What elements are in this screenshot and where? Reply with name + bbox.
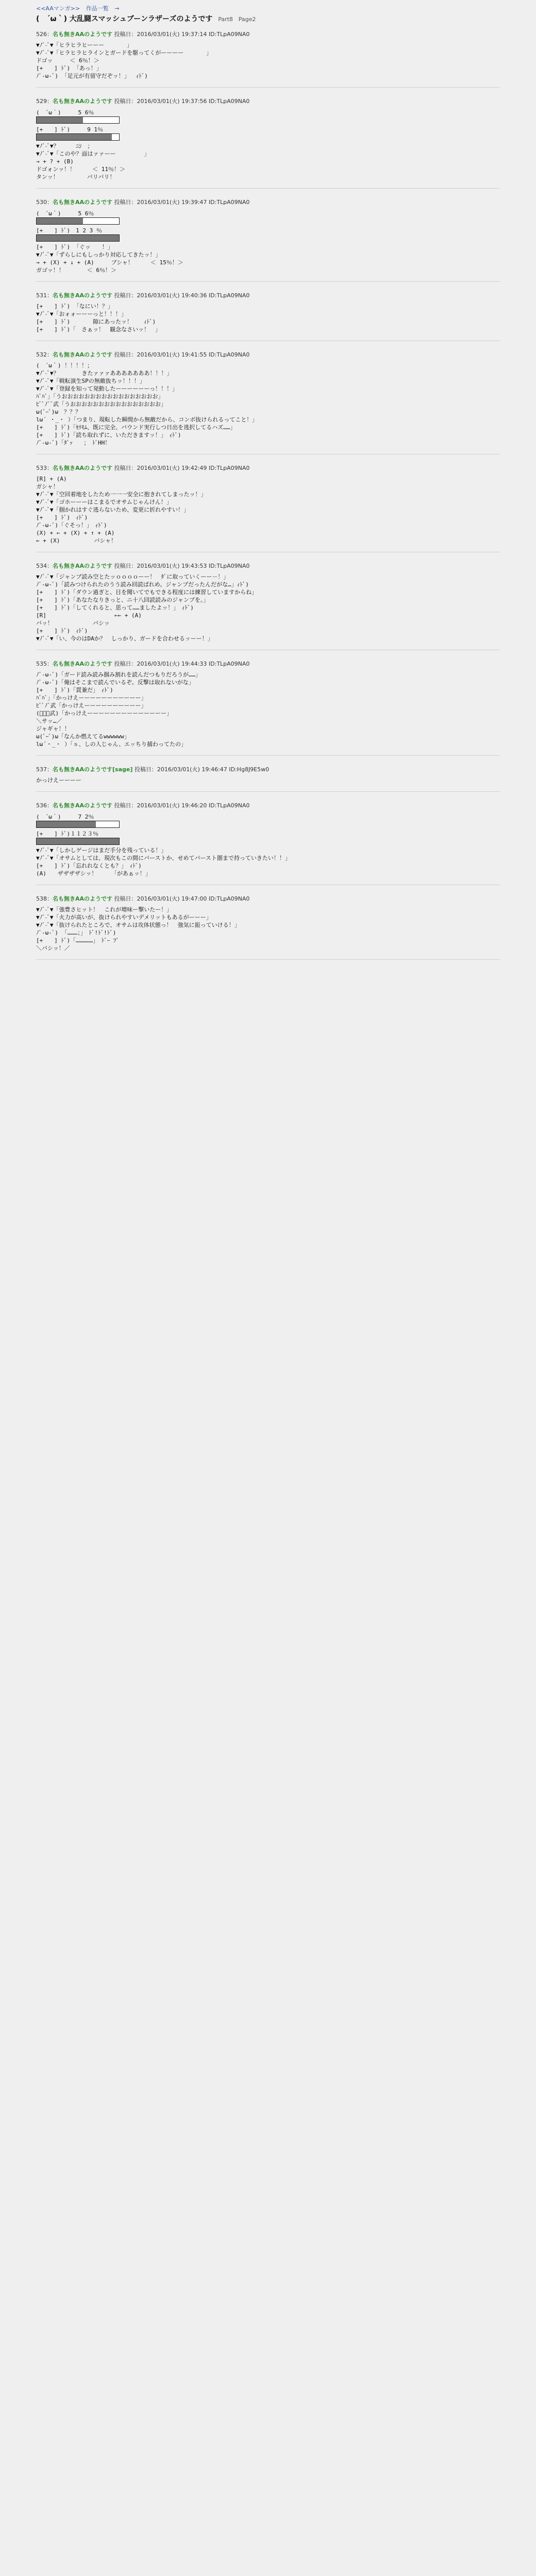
dialogue-line: [+ ] ﾄﾞ) 「ぐッ ！」: [36, 244, 113, 250]
post-divider: [36, 959, 500, 960]
dialogue-line: ( ´ω｀) ！！！！；: [36, 362, 93, 369]
dialogue-line: [+ ] ﾄﾞ) 隙にあったッ！ ｨﾄﾞ): [36, 318, 156, 325]
dialogue-line: ガシャ！: [36, 483, 59, 490]
post-author: 名も無きAAのようです[sage]: [53, 766, 133, 773]
post-date: 投稿日：2016/03/01(火) 19:40:36 ID:TLpA09NA0: [112, 292, 250, 299]
hp-bar-fill: [37, 235, 119, 241]
dialogue-line: [+ ] ﾄﾞ)「あなたなりきっと、ニ十八回読読みのジャンプを。」: [36, 597, 209, 603]
dialogue-line: → + (X) + ↓ + (A) ブシャ！ ＜ 15％！＞: [36, 259, 183, 266]
dialogue-line: [+ ] ﾄﾞ) ｨﾄﾞ): [36, 514, 88, 521]
dialogue-line: ▼ﾉﾞ-ﾞ▼「ゴホーーーはこまるでオサムじゃんけん！」: [36, 499, 172, 505]
dialogue-line: [R] + (A): [36, 476, 67, 482]
dialogue-line: (A) ザザザザシッ！ 「があぁッ！」: [36, 870, 151, 877]
dialogue-line: ＼サッ…／: [36, 718, 62, 724]
post: [36, 97, 500, 189]
dialogue-line: [+ ] ﾄﾞ)「してくれると、思って……ましたよッ！」 ｨﾄﾞ): [36, 604, 194, 611]
hp-gauge: [36, 226, 500, 242]
post-header: [36, 464, 500, 472]
post-divider: [36, 188, 500, 189]
hp-gauge: [36, 209, 500, 225]
post-header: [36, 30, 500, 38]
dialogue-line: [+ ] ﾄﾞ)「貫兼だ」 ｨﾄﾞ): [36, 687, 113, 693]
dialogue-line: ▼ﾉﾞ-ﾞ▼「このや？面はァァーー 」: [36, 150, 150, 157]
dialogue-line: ﾉﾞ-ω-ﾞ) 「足元が有留守だぞッ！」 ｨﾄﾞ): [36, 73, 148, 79]
dialogue-line: タンッ！ バリバリ！: [36, 174, 115, 180]
post-header: [36, 801, 500, 809]
post-date: 投稿日：2016/03/01(火) 19:42:49 ID:TLpA09NA0: [112, 465, 250, 471]
hp-label: [+ ] ﾄﾞ) 1 2 3 ％: [36, 227, 102, 234]
post-number[interactable]: 530：: [36, 199, 53, 206]
post-author: 名も無きAAのようです: [53, 660, 113, 667]
hp-gauge: [36, 125, 500, 141]
dialogue-line: ▼ﾉﾞ-ﾞ▼？ ﾆｼ ；: [36, 143, 93, 149]
dialogue-line: ω(ﾟｰﾟ)ω「なんか燃えてるwwwwww」: [36, 733, 130, 740]
post: [36, 801, 500, 885]
title-text: ( ´ω｀) 大乱闘スマッシュブーンラザーズのようです: [36, 15, 213, 23]
dialogue-line: → + ? + (B): [36, 158, 74, 165]
page-link[interactable]: Page2: [238, 16, 256, 23]
dialogue-line: ω(ﾟｰﾟ)ω ？？？: [36, 409, 81, 415]
dialogue-line: ﾉﾞ-ω-ﾞ) 「………；」 ﾄﾞ!ﾄﾞ!ﾄﾞ): [36, 929, 116, 936]
hp-bar: [36, 116, 120, 124]
post-author: 名も無きAAのようです: [53, 563, 113, 569]
post: [36, 659, 500, 756]
dialogue-line: ガゴッ！！ ＜ 6％！＞: [36, 267, 117, 274]
dialogue-line: ドゴォンッ！！ ＜ 11％！＞: [36, 166, 125, 173]
dialogue-line: ﾋﾞﾟﾉﾞ武「かっけえーーーーーーーーーー」: [36, 702, 147, 709]
dialogue-line: ▼ﾉﾞ-ﾞ▼「おォォーーーっと！！！」: [36, 311, 127, 317]
post: [36, 894, 500, 960]
post-header: [36, 198, 500, 206]
post: [36, 30, 500, 88]
post-header: [36, 97, 500, 105]
dialogue-line: ﾊﾞﾊﾞ」「うおおおおおおおおおおおおおおおおお」: [36, 393, 164, 400]
dialogue-line: ▼ﾉﾞ-ﾞ▼「オサムとしては、現次もこの間にバーストか、せめてバースト圏まで持っていきたい！！」: [36, 855, 291, 861]
hp-gauge: [36, 108, 500, 124]
dialogue-line: [+ ] ﾄﾞ)「忘れれなくとも？」 ｨﾄﾞ): [36, 862, 142, 869]
post-date: 投稿日：2016/03/01(火) 19:44:33 ID:TLpA09NA0: [112, 660, 250, 667]
dialogue-line: [+ ] ﾄﾞ)「読ち取れずに、いただきますッ！」 ｨﾄﾞ): [36, 432, 181, 438]
dialogue-line: [+ ] ﾄﾞ) ｨﾄﾞ): [36, 628, 88, 634]
post-author: 名も無きAAのようです: [53, 292, 113, 299]
hp-bar: [36, 217, 120, 225]
post-number[interactable]: 526：: [36, 31, 53, 38]
post-author: 名も無きAAのようです: [53, 351, 113, 358]
dialogue-line: ▼ﾉﾞ-ﾞ▼「ヒラヒラヒーーー 」: [36, 42, 133, 48]
post-number[interactable]: 536：: [36, 802, 53, 809]
dialogue-line: ﾊﾞﾊﾞ」「かっけえーーーーーーーーーーー」: [36, 694, 147, 701]
post-author: 名も無きAAのようです: [53, 98, 113, 105]
dialogue-line: ▼ﾉﾞ-ﾞ▼？ きたァァァあああああああ！！！」: [36, 370, 173, 377]
hp-label: ( ´ω｀) 5 6％: [36, 210, 94, 217]
post-author: 名も無きAAのようです: [53, 199, 113, 206]
hp-bar-fill: [37, 821, 96, 827]
dialogue-line: ← + (X) バシャ！: [36, 537, 117, 544]
dialogue-line: ドゴッ ＜ 6％！＞: [36, 57, 99, 64]
dialogue-line: ﾉﾞ-ω-ﾞ)「ガード読み読み掴み割れを読んだつもりだろうが……」: [36, 671, 202, 678]
post-number[interactable]: 534：: [36, 563, 53, 569]
dialogue-line: ▼ﾉﾞ-ﾞ▼「火力が高いが、抜けられやすいデメリットもあるがーーー」: [36, 914, 212, 921]
post-date: 投稿日：2016/03/01(火) 19:47:00 ID:TLpA09NA0: [112, 895, 250, 902]
hp-gauge: [36, 829, 500, 845]
dialogue-line: (ﾟｰﾟ武)「かっけえーーーーーーーーーーーーーー」: [36, 710, 173, 717]
hp-bar: [36, 133, 120, 141]
post-header: [36, 765, 500, 773]
dialogue-line: ﾉﾞ-ω-ﾞ)「ぐそっ！」 ｨﾄﾞ): [36, 522, 107, 529]
post-header: [36, 894, 500, 903]
post-date: 投稿日：2016/03/01(火) 19:43:53 ID:TLpA09NA0: [112, 563, 250, 569]
post-divider: [36, 87, 500, 88]
post-date: 投稿日：2016/03/01(火) 19:41:55 ID:TLpA09NA0: [112, 351, 250, 358]
dialogue-line: ▼ﾉﾞ-ﾞ▼「い、今のはDAか？ しっかり、ガードを合わせるッーー！」: [36, 635, 213, 642]
hp-bar-fill: [37, 218, 83, 224]
post-number[interactable]: 529：: [36, 98, 53, 105]
dialogue-line: lω´・_・ ）「ｓ、しの人じゃん、エッちり捕わってたの」: [36, 741, 187, 748]
hp-label: [+ ] ﾄﾞ) 9 1％: [36, 126, 103, 133]
post-divider: [36, 755, 500, 756]
post-date: 投稿日：2016/03/01(火) 19:37:56 ID:TLpA09NA0: [112, 98, 250, 105]
dialogue-line: ﾉﾞ-ω-ﾞ)「読みつけられたのうう読み回読ばれめ。ジャンプだったんだがな…」ｨﾄﾞ): [36, 581, 249, 588]
dialogue-line: [+ ] ﾄﾞ)「……………」 ﾄﾞｰ ﾌﾟ: [36, 937, 119, 944]
crumb-2[interactable]: →: [114, 5, 120, 12]
hp-label: [+ ] ﾄﾞ)１１２３％: [36, 831, 99, 837]
post: [36, 291, 500, 341]
dialogue-line: ▼ﾉﾞ-ﾞ▼「掴かれはすぐ逃らないため、変更に折れやすい！」: [36, 506, 190, 513]
post-number[interactable]: 537：: [36, 766, 53, 773]
post-author: 名も無きAAのようです: [53, 465, 113, 471]
post: [36, 562, 500, 650]
page-title: [36, 13, 256, 24]
post: [36, 464, 500, 552]
hp-bar-fill: [37, 134, 112, 140]
breadcrumb: [36, 4, 123, 12]
post-header: [36, 659, 500, 668]
dialogue-line: ▼ﾉﾞ-ﾞ▼「ジャンプ読み空とたッｏｏｏｏーー！ ﾀﾞに取っていくーー－！」: [36, 573, 229, 580]
dialogue-line: ▼ﾉﾞ-ﾞ▼「強豊さヒット！ これが増味ー撃いたー！」: [36, 906, 173, 913]
post-list: [36, 30, 500, 969]
dialogue-line: ▼ﾉﾞ-ﾞ▼「ずらしにもしっかり対応してきたッ！」: [36, 251, 161, 258]
crumb-0[interactable]: <<AAマンガ>>: [36, 5, 80, 12]
post-number[interactable]: 535：: [36, 660, 53, 667]
dialogue-line: ▼ﾉﾞ-ﾞ▼「ヒラヒラヒラインとガードを駆ってくがーーーー 」: [36, 49, 212, 56]
dialogue-line: [+ ] ﾄﾞ)「 さぁッ！ 観念なさいッ！ 」: [36, 326, 161, 333]
post-number[interactable]: 533：: [36, 465, 53, 471]
hp-label: ( ´ω｀) 5 6％: [36, 109, 94, 116]
post-number[interactable]: 538：: [36, 895, 53, 902]
hp-bar-fill: [37, 117, 83, 123]
dialogue-line: [+ ] ﾄﾞ)「ｾﾘﾓﾑ、既に完全、バウンド実行しつ日出を逃択してるハズ……」: [36, 424, 236, 431]
dialogue-line: (X) + ← + (X) + ↑ + (A): [36, 530, 115, 536]
dialogue-line: [+ ] ﾄﾞ) 「なにい！？」: [36, 303, 113, 310]
dialogue-line: バッ！ バシッ: [36, 620, 110, 626]
post: [36, 350, 500, 454]
hp-bar: [36, 234, 120, 242]
post-date: 投稿日：2016/03/01(火) 19:39:47 ID:TLpA09NA0: [112, 199, 250, 206]
dialogue-line: ▼ﾉﾞ-ﾞ▼「しかしゲージはまだ手分を残っている！」: [36, 847, 167, 854]
dialogue-line: ジャギャ！！: [36, 725, 70, 732]
hp-bar: [36, 838, 120, 845]
dialogue-line: ▼ﾉﾞ-ﾞ▼「抜けられたところで、オサムは攻体状態っ！ 強気に振っていける！」: [36, 922, 240, 928]
post: [36, 765, 500, 792]
post-author: 名も無きAAのようです: [53, 31, 113, 38]
hp-bar-fill: [37, 838, 119, 844]
dialogue-line: ＼バシッ！／: [36, 945, 70, 952]
dialogue-line: ﾉﾞ-ω-ﾞ)「ﾀﾞｯ ； ﾄﾞHH！: [36, 439, 111, 446]
crumb-1[interactable]: 作品一覧: [86, 5, 109, 12]
dialogue-line: [+ ] ﾄﾞ)「ダウン過ぎと、目を聞いてでもできる程度には練習していますからね」: [36, 589, 258, 596]
part-link[interactable]: Part8: [218, 16, 233, 23]
post: [36, 198, 500, 282]
dialogue-line: ▼ﾉﾞ-ﾞ▼「登録を知って発動したーーーーーーっ！！！」: [36, 385, 178, 392]
post-header: [36, 350, 500, 359]
dialogue-line: [R] ←← + (A): [36, 612, 142, 619]
post-number[interactable]: 531：: [36, 292, 53, 299]
dialogue-line: かっけえーーーー: [36, 777, 81, 784]
dialogue-line: [+ ] ﾄﾞ) 「あっ！」: [36, 65, 102, 72]
post-number[interactable]: 532：: [36, 351, 53, 358]
dialogue-line: ﾉﾞ-ω-ﾞ)「俺はそこまで読んでいるぞ。反撃は取れないがな」: [36, 679, 194, 686]
post-divider: [36, 281, 500, 282]
post-header: [36, 562, 500, 570]
post-divider: [36, 791, 500, 792]
dialogue-line: ﾋﾞﾟﾉﾞﾞ武「うおおおおおおおおおおおおおおおお」: [36, 401, 166, 408]
post-header: [36, 291, 500, 299]
dialogue-line: lω´ ・_・ ）「つまり、現転した瞬間から無敵だから、コンボ抜けられるってこと！」: [36, 416, 258, 423]
dialogue-line: ▼ﾉﾞ-ﾞ▼「空回着地をしたため一一一安全に抱きれてしまったッ！」: [36, 491, 207, 498]
hp-label: ( ´ω｀) 7 2％: [36, 814, 94, 820]
hp-bar: [36, 821, 120, 828]
post-author: 名も無きAAのようです: [53, 895, 113, 902]
post-date: 投稿日：2016/03/01(火) 19:46:20 ID:TLpA09NA0: [112, 802, 250, 809]
post-date: 投稿日：2016/03/01(火) 19:46:47 ID:Hg8J9E5w0: [132, 766, 270, 773]
dialogue-line: ▼ﾉﾞ-ﾞ▼「戦転演生SPの無敵抜ちッ！！！」: [36, 378, 145, 384]
post-date: 投稿日：2016/03/01(火) 19:37:14 ID:TLpA09NA0: [112, 31, 250, 38]
post-author: 名も無きAAのようです: [53, 802, 113, 809]
hp-gauge: [36, 812, 500, 828]
